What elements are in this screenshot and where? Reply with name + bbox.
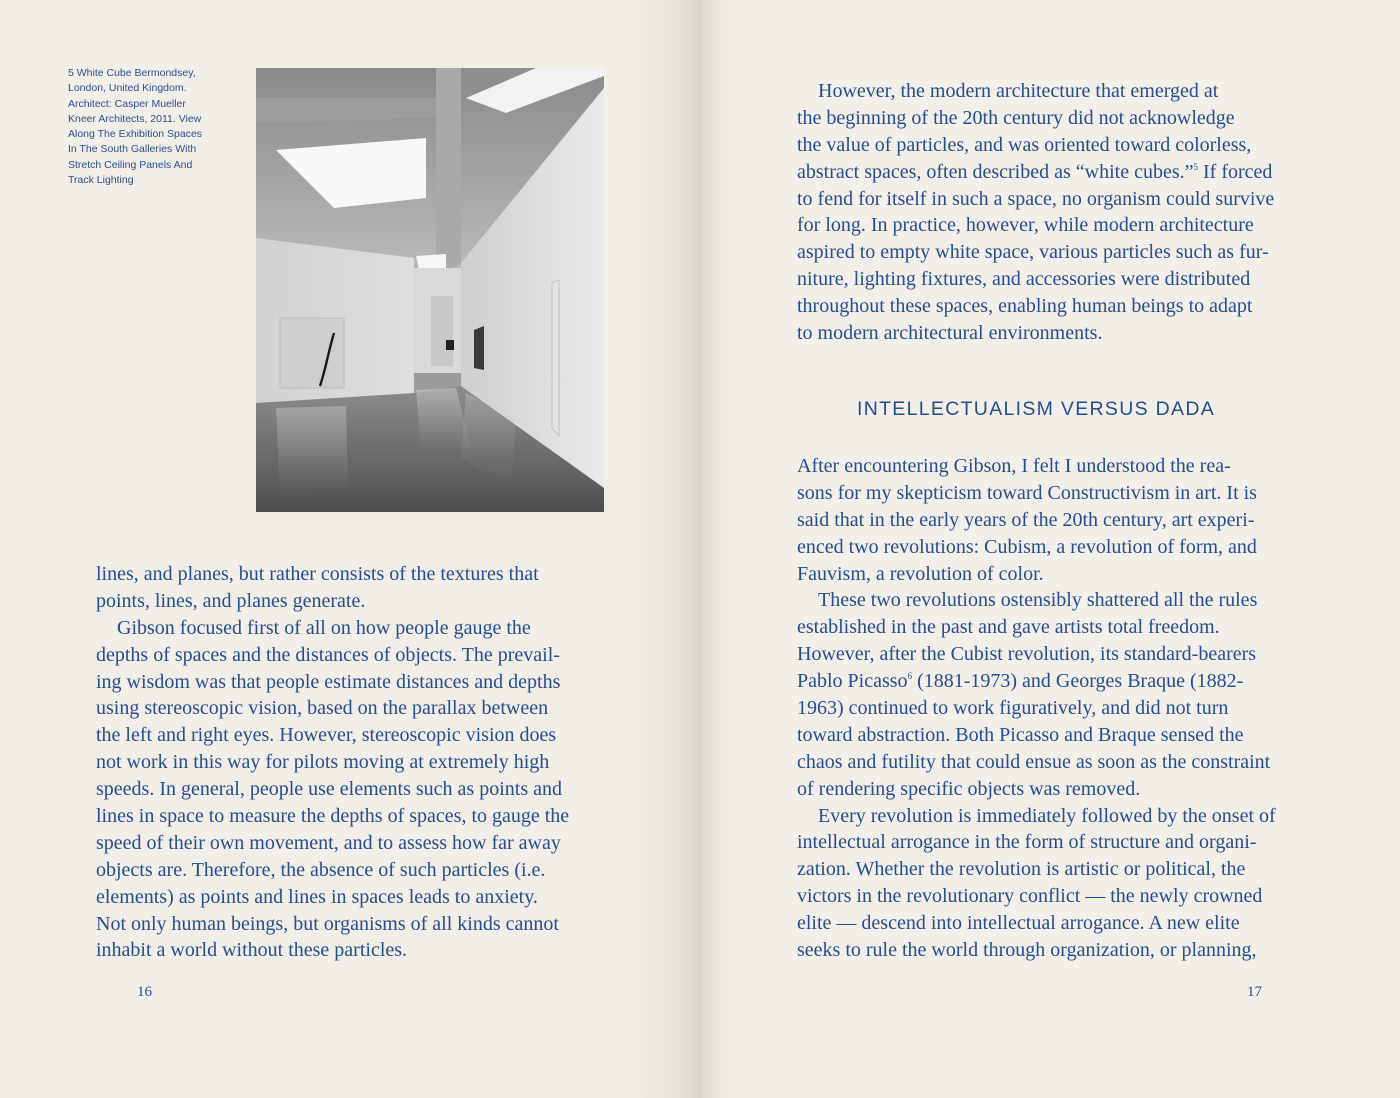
right-body-text-intro xyxy=(797,78,1317,347)
text-line: for long. In practice, however, while modern architecture xyxy=(797,214,1254,237)
text-line: aspired to empty white space, various particles such as fur- xyxy=(797,241,1269,264)
text-line: not work in this way for pilots moving at extremely high xyxy=(96,751,550,774)
text-span: abstract spaces, often described as “white cubes.” xyxy=(797,160,1194,183)
text-line: using stereoscopic vision, based on the parallax between xyxy=(96,697,549,720)
text-line: speeds. In general, people use elements such as points and xyxy=(96,778,562,801)
text-line: elite — descend into intellectual arrogance. A new elite xyxy=(797,912,1240,935)
text-line: to fend for itself in such a space, no organism could survive xyxy=(797,187,1275,210)
text-line: said that in the early years of the 20th century, art experi- xyxy=(797,508,1255,531)
text-line: seeks to rule the world through organization, or planning, xyxy=(797,939,1257,962)
text-line: of rendering specific objects was removed. xyxy=(797,777,1141,800)
text-line: elements) as points and lines in spaces leads to anxiety. xyxy=(96,885,538,908)
text-line: the left and right eyes. However, stereoscopic vision does xyxy=(96,724,557,747)
text-line: the value of particles, and was oriented toward colorless, xyxy=(797,133,1252,156)
text-line: After encountering Gibson, I felt I understood the rea- xyxy=(797,455,1231,477)
text-line xyxy=(797,668,1317,695)
text-line: These two revolutions ostensibly shattered all the rules xyxy=(818,589,1258,612)
text-line: ing wisdom was that people estimate distances and depths xyxy=(96,670,561,693)
text-line: depths of spaces and the distances of objects. The prevail- xyxy=(96,643,560,666)
text-line: the beginning of the 20th century did not acknowledge xyxy=(797,106,1235,129)
section-heading: INTELLECTUALISM VERSUS DADA xyxy=(857,398,1216,420)
caption-line: Along The Exhibition Spaces xyxy=(68,128,203,141)
text-line: Gibson focused first of all on how people gauge the xyxy=(117,616,531,639)
text-line: Every revolution is immediately followed by the onset of xyxy=(818,804,1276,827)
text-line: inhabit a world without these particles. xyxy=(96,939,408,962)
text-line: However, the modern architecture that emerged at xyxy=(818,80,1219,102)
text-line: toward abstraction. Both Picasso and Braque sensed the xyxy=(797,723,1244,746)
text-line: 1963) continued to work figuratively, and did not turn xyxy=(797,697,1229,720)
text-line xyxy=(797,159,1317,186)
text-line: sons for my skepticism toward Constructivism in art. It is xyxy=(797,481,1257,504)
text-span: Pablo Picasso xyxy=(797,670,908,693)
text-line: to modern architectural environments. xyxy=(797,322,1103,345)
right-body-text-section xyxy=(797,453,1317,964)
page-number: 17 xyxy=(1247,984,1262,1000)
text-line: victors in the revolutionary conflict — the newly crowned xyxy=(797,885,1263,908)
text-line: points, lines, and planes generate. xyxy=(96,589,366,612)
text-span: (1881-1973) and Georges Braque (1882- xyxy=(912,670,1244,693)
footnote-ref: 6 xyxy=(907,671,913,682)
caption-line: Architect: Casper Mueller xyxy=(68,97,186,110)
caption-line: Track Lighting xyxy=(68,174,134,187)
text-line: Fauvism, a revolution of color. xyxy=(797,562,1044,585)
figure-caption xyxy=(68,66,218,188)
text-line: lines in space to measure the depths of spaces, to gauge the xyxy=(96,805,570,828)
text-line: objects are. Therefore, the absence of such particles (i.e. xyxy=(96,858,546,881)
text-line: Not only human beings, but organisms of all kinds cannot xyxy=(96,912,559,935)
text-line: zation. Whether the revolution is artistic or political, the xyxy=(797,858,1246,881)
page-number: 16 xyxy=(137,984,152,1000)
text-line: enced two revolutions: Cubism, a revolution of form, and xyxy=(797,535,1257,558)
text-line: niture, lighting fixtures, and accessories were distributed xyxy=(797,268,1251,291)
text-line: established in the past and gave artists total freedom. xyxy=(797,616,1220,639)
footnote-ref: 5 xyxy=(1193,161,1198,172)
caption-line: In The South Galleries With xyxy=(68,143,197,156)
text-span: If forced xyxy=(1198,160,1273,183)
text-line: throughout these spaces, enabling human beings to adapt xyxy=(797,295,1253,318)
right-page xyxy=(700,0,1400,1098)
left-body-text xyxy=(96,561,616,964)
text-line: lines, and planes, but rather consists of the textures that xyxy=(96,563,539,585)
text-line: However, after the Cubist revolution, its standard-bearers xyxy=(797,643,1257,666)
text-line: intellectual arrogance in the form of structure and organi- xyxy=(797,831,1257,854)
caption-line: London, United Kingdom. xyxy=(68,82,187,95)
caption-line: 5 White Cube Bermondsey, xyxy=(68,67,196,79)
caption-line: Stretch Ceiling Panels And xyxy=(68,158,193,171)
caption-line: Kneer Architects, 2011. View xyxy=(68,112,202,125)
text-line: chaos and futility that could ensue as soon as the constraint xyxy=(797,750,1271,773)
text-line: speed of their own movement, and to assess how far away xyxy=(96,831,561,854)
gallery-photo xyxy=(256,68,604,512)
